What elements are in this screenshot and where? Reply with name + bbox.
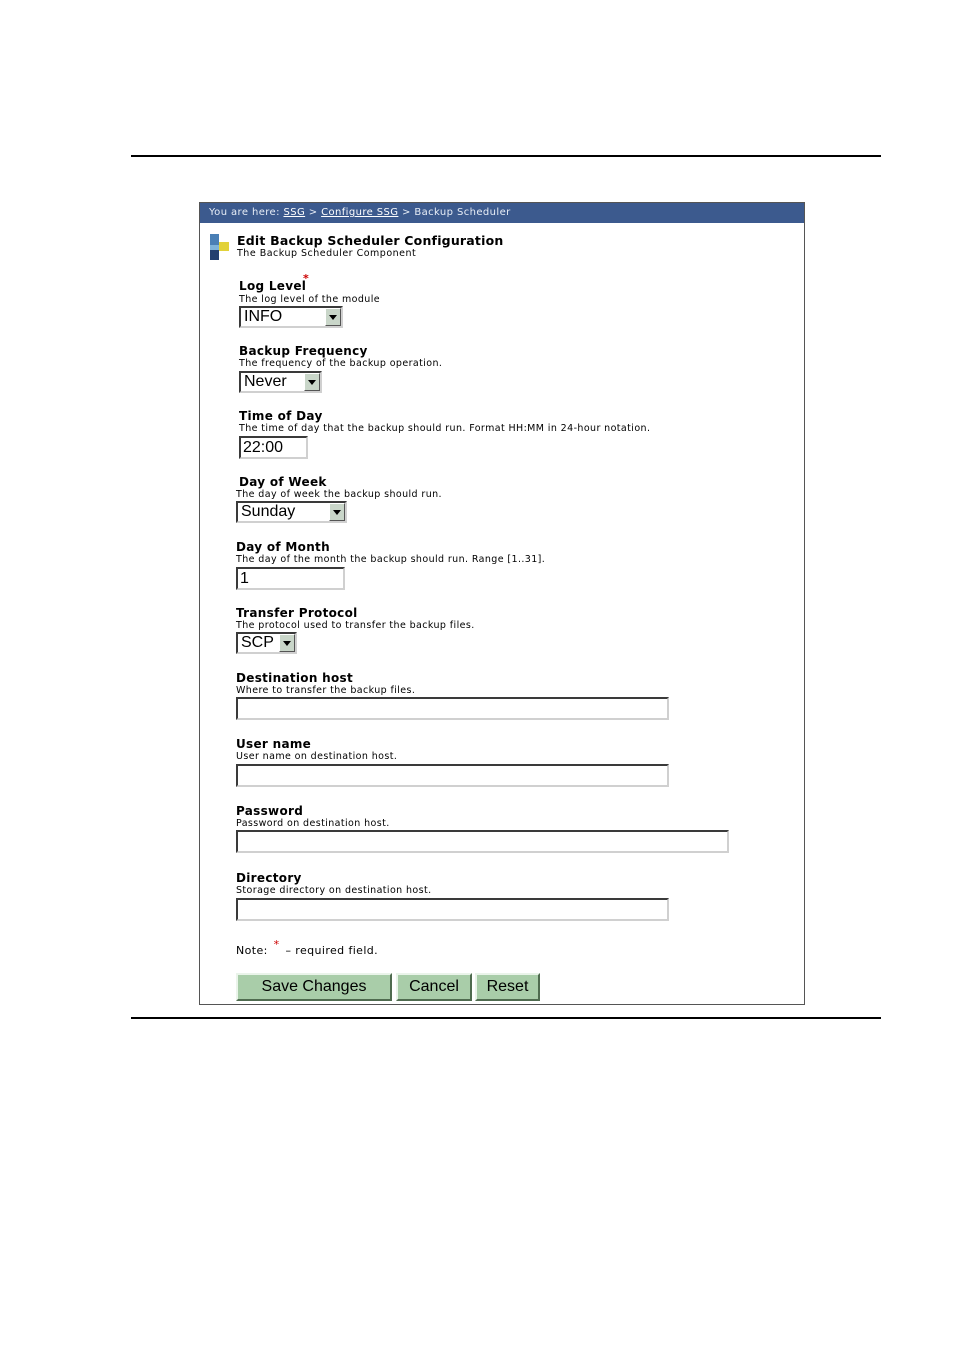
backup-frequency-select[interactable]	[239, 371, 322, 393]
log-level-select[interactable]	[239, 306, 343, 328]
log-level-value: INFO	[244, 308, 283, 325]
day-of-week-select[interactable]	[236, 501, 347, 523]
note-suffix: – required field.	[285, 944, 379, 957]
day-of-week-value: Sunday	[241, 503, 296, 520]
destination-host-label: Destination host	[236, 671, 354, 685]
user-name-label: User name	[236, 737, 312, 751]
breadcrumb-current: Backup Scheduler	[414, 207, 511, 218]
backup-scheduler-panel	[199, 202, 805, 1005]
destination-host-input[interactable]	[236, 697, 669, 720]
backup-frequency-label: Backup Frequency	[239, 344, 368, 358]
user-name-description: User name on destination host.	[236, 751, 398, 762]
breadcrumb-separator: >	[308, 207, 318, 218]
day-of-week-description: The day of week the backup should run.	[236, 489, 442, 500]
transfer-protocol-label: Transfer Protocol	[236, 606, 358, 620]
chevron-down-icon[interactable]	[329, 503, 345, 521]
directory-input[interactable]	[236, 898, 669, 921]
password-label: Password	[236, 804, 304, 818]
day-of-month-input[interactable]: 1	[236, 567, 345, 590]
breadcrumb-link-ssg[interactable]: SSG	[283, 207, 306, 218]
component-logo-icon	[208, 233, 230, 261]
password-input[interactable]	[236, 830, 729, 853]
time-of-day-description: The time of day that the backup should run. Format HH:MM in 24-hour notation.	[239, 423, 651, 434]
user-name-input[interactable]	[236, 764, 669, 787]
transfer-protocol-value: SCP	[241, 634, 274, 651]
destination-host-description: Where to transfer the backup files.	[236, 685, 416, 696]
chevron-down-icon[interactable]	[325, 308, 341, 326]
reset-button[interactable]: Reset	[475, 973, 540, 1001]
directory-label: Directory	[236, 871, 302, 885]
top-divider	[131, 155, 881, 157]
password-description: Password on destination host.	[236, 818, 390, 829]
chevron-down-icon[interactable]	[279, 634, 295, 652]
page-subtitle: The Backup Scheduler Component	[237, 248, 417, 259]
cancel-button[interactable]: Cancel	[396, 973, 472, 1001]
log-level-description: The log level of the module	[239, 294, 380, 305]
breadcrumb-link-configure-ssg[interactable]: Configure SSG	[321, 207, 399, 218]
required-marker: *	[303, 272, 309, 285]
bottom-divider	[131, 1017, 881, 1019]
breadcrumb	[200, 203, 804, 223]
directory-description: Storage directory on destination host.	[236, 885, 432, 896]
time-of-day-label: Time of Day	[239, 409, 323, 423]
day-of-week-label: Day of Week	[239, 475, 327, 489]
chevron-down-icon[interactable]	[304, 373, 320, 391]
day-of-month-description: The day of the month the backup should run. Range [1..31].	[236, 554, 546, 565]
transfer-protocol-description: The protocol used to transfer the backup files.	[236, 620, 475, 631]
breadcrumb-separator: >	[401, 207, 411, 218]
note-prefix: Note:	[236, 944, 268, 957]
breadcrumb-prefix: You are here:	[209, 207, 280, 218]
transfer-protocol-select[interactable]	[236, 632, 297, 654]
time-of-day-input[interactable]: 22:00	[239, 436, 308, 459]
save-changes-button[interactable]: Save Changes	[236, 973, 392, 1001]
required-marker: *	[273, 938, 280, 951]
log-level-label: Log Level	[239, 279, 307, 293]
required-field-note	[236, 938, 379, 957]
day-of-month-label: Day of Month	[236, 540, 330, 554]
backup-frequency-description: The frequency of the backup operation.	[239, 358, 443, 369]
backup-frequency-value: Never	[244, 373, 287, 390]
page-title: Edit Backup Scheduler Configuration	[237, 233, 504, 248]
